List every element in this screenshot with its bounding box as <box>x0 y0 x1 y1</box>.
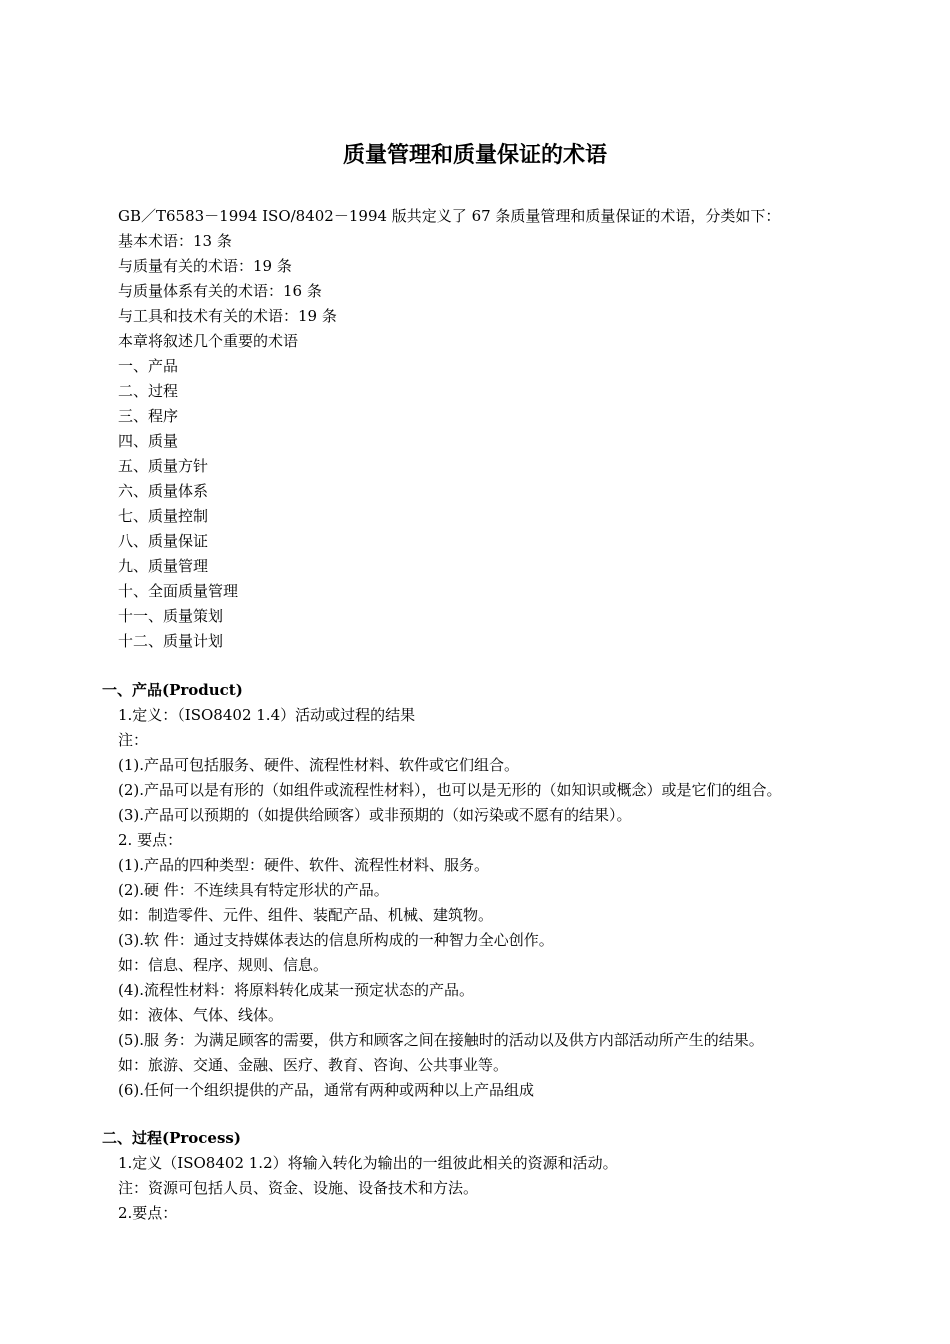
section-heading-process: 二、过程(Process) <box>102 1129 241 1147</box>
toc-item: 四、质量 <box>118 432 179 450</box>
toc-item: 三、程序 <box>118 407 179 425</box>
body-line: (2).产品可以是有形的（如组件或流程性材料），也可以是无形的（如知识或概念）或是它们的组合。 <box>118 781 782 799</box>
body-line: 1.定义：（ISO8402 1.4）活动或过程的结果 <box>118 706 416 724</box>
body-line: 注：资源可包括人员、资金、设施、设备技术和方法。 <box>118 1179 479 1197</box>
body-line: (3).产品可以预期的（如提供给顾客）或非预期的（如污染或不愿有的结果）。 <box>118 806 632 824</box>
toc-item: 八、质量保证 <box>118 532 209 550</box>
toc-item: 七、质量控制 <box>118 507 209 525</box>
intro-line: 与工具和技术有关的术语：19 条 <box>118 307 337 325</box>
body-line: (1).产品可包括服务、硬件、流程性材料、软件或它们组合。 <box>118 756 520 774</box>
body-line: (2).硬 件：不连续具有特定形状的产品。 <box>118 881 389 899</box>
section-heading-product: 一、产品(Product) <box>102 681 243 699</box>
body-line: 如：液体、气体、线体。 <box>118 1006 284 1024</box>
toc-item: 十一、质量策划 <box>118 607 224 625</box>
body-line: (6).任何一个组织提供的产品，通常有两种或两种以上产品组成 <box>118 1081 535 1099</box>
intro-line: 与质量体系有关的术语：16 条 <box>118 282 322 300</box>
document-title: 质量管理和质量保证的术语 <box>342 142 607 168</box>
body-line: 2. 要点： <box>118 831 183 849</box>
intro-line: 与质量有关的术语：19 条 <box>118 257 292 275</box>
body-line: 如：信息、程序、规则、信息。 <box>118 956 329 974</box>
body-line: 注： <box>118 731 149 749</box>
body-line: (1).产品的四种类型：硬件、软件、流程性材料、服务。 <box>118 856 490 874</box>
section-product-body <box>118 703 898 1103</box>
body-line: 1.定义（ISO8402 1.2）将输入转化为输出的一组彼此相关的资源和活动。 <box>118 1154 618 1172</box>
toc-item: 一、产品 <box>118 357 179 375</box>
body-line: 2.要点： <box>118 1204 178 1222</box>
section-process-body <box>118 1151 898 1226</box>
body-line: 如：制造零件、元件、组件、装配产品、机械、建筑物。 <box>118 906 494 924</box>
intro-line: 基本术语：13 条 <box>118 232 232 250</box>
body-line: (4).流程性材料：将原料转化成某一预定状态的产品。 <box>118 981 475 999</box>
toc-item: 二、过程 <box>118 382 179 400</box>
body-line: (3).软 件：通过支持媒体表达的信息所构成的一种智力全心创作。 <box>118 931 554 949</box>
toc-item: 五、质量方针 <box>118 457 209 475</box>
toc-item: 六、质量体系 <box>118 482 209 500</box>
body-line: (5).服 务：为满足顾客的需要，供方和顾客之间在接触时的活动以及供方内部活动所产生的结果。 <box>118 1031 764 1049</box>
toc-item: 九、质量管理 <box>118 557 209 575</box>
intro-block <box>118 204 898 654</box>
intro-line: 本章将叙述几个重要的术语 <box>118 332 299 350</box>
body-line: 如：旅游、交通、金融、医疗、教育、咨询、公共事业等。 <box>118 1056 509 1074</box>
intro-line: GB／T6583－1994 ISO/8402－1994 版共定义了 67 条质量管理和质量保证的术语，分类如下： <box>118 207 781 225</box>
toc-item: 十二、质量计划 <box>118 632 224 650</box>
toc-item: 十、全面质量管理 <box>118 582 239 600</box>
